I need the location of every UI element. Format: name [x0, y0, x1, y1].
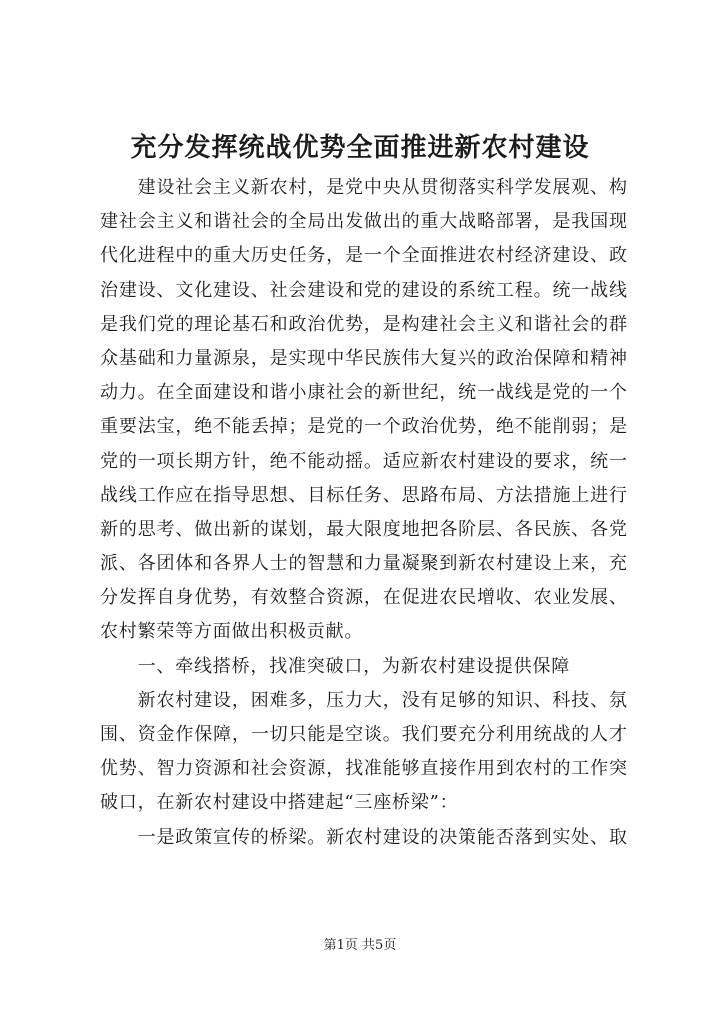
paragraph-line: 建设社会主义新农村，是党中央从贯彻落实科学发展观、构 — [137, 177, 627, 198]
paragraph — [100, 171, 627, 650]
paragraph-line: 众基础和力量源泉，是实现中华民族伟大复兴的政治保障和精神 — [100, 347, 627, 369]
paragraph-line: 战线工作应在指导思想、目标任务、思路布局、方法措施上进行 — [100, 484, 627, 506]
paragraph-line: 重要法宝，绝不能丢掉；是党的一个政治优势，绝不能削弱；是 — [100, 416, 627, 438]
section-heading-line: 一、牵线搭桥，找准突破口，为新农村建设提供保障 — [137, 655, 570, 677]
paragraph-line: 优势、智力资源和社会资源，找准能够直接作用到农村的工作突 — [100, 758, 627, 780]
section-heading — [100, 650, 627, 684]
document-body — [100, 171, 627, 855]
paragraph-line: 代化进程中的重大历史任务，是一个全面推进农村经济建设、政 — [100, 245, 627, 267]
paragraph — [100, 821, 627, 855]
paragraph-line: 破口，在新农村建设中搭建起“三座桥梁”： — [100, 792, 459, 814]
paragraph-line: 治建设、文化建设、社会建设和党的建设的系统工程。统一战线 — [100, 279, 627, 301]
paragraph-line: 一是政策宣传的桥梁。新农村建设的决策能否落到实处、取 — [137, 826, 627, 848]
page-footer: 第1页 共5页 — [323, 938, 397, 953]
paragraph-line: 农村繁荣等方面做出积极贡献。 — [100, 621, 364, 643]
document-title: 充分发挥统战优势全面推进新农村建设 — [130, 133, 590, 163]
paragraph-line: 党的一项长期方针，绝不能动摇。适应新农村建设的要求，统一 — [100, 450, 627, 472]
paragraph-line: 新农村建设，困难多，压力大，没有足够的知识、科技、氛 — [137, 689, 627, 711]
paragraph-line: 分发挥自身优势，有效整合资源，在促进农民增收、农业发展、 — [100, 587, 627, 609]
paragraph — [100, 684, 627, 821]
paragraph-line: 围、资金作保障，一切只能是空谈。我们要充分利用统战的人才 — [100, 724, 627, 745]
paragraph-line: 新的思考、做出新的谋划，最大限度地把各阶层、各民族、各党 — [100, 518, 627, 540]
paragraph-line: 建社会主义和谐社会的全局出发做出的重大战略部署，是我国现 — [100, 211, 627, 233]
paragraph-line: 是我们党的理论基石和政治优势，是构建社会主义和谐社会的群 — [100, 313, 627, 335]
paragraph-line: 派、各团体和各界人士的智慧和力量凝聚到新农村建设上来，充 — [100, 553, 627, 575]
paragraph-line: 动力。在全面建设和谐小康社会的新世纪，统一战线是党的一个 — [100, 382, 627, 404]
